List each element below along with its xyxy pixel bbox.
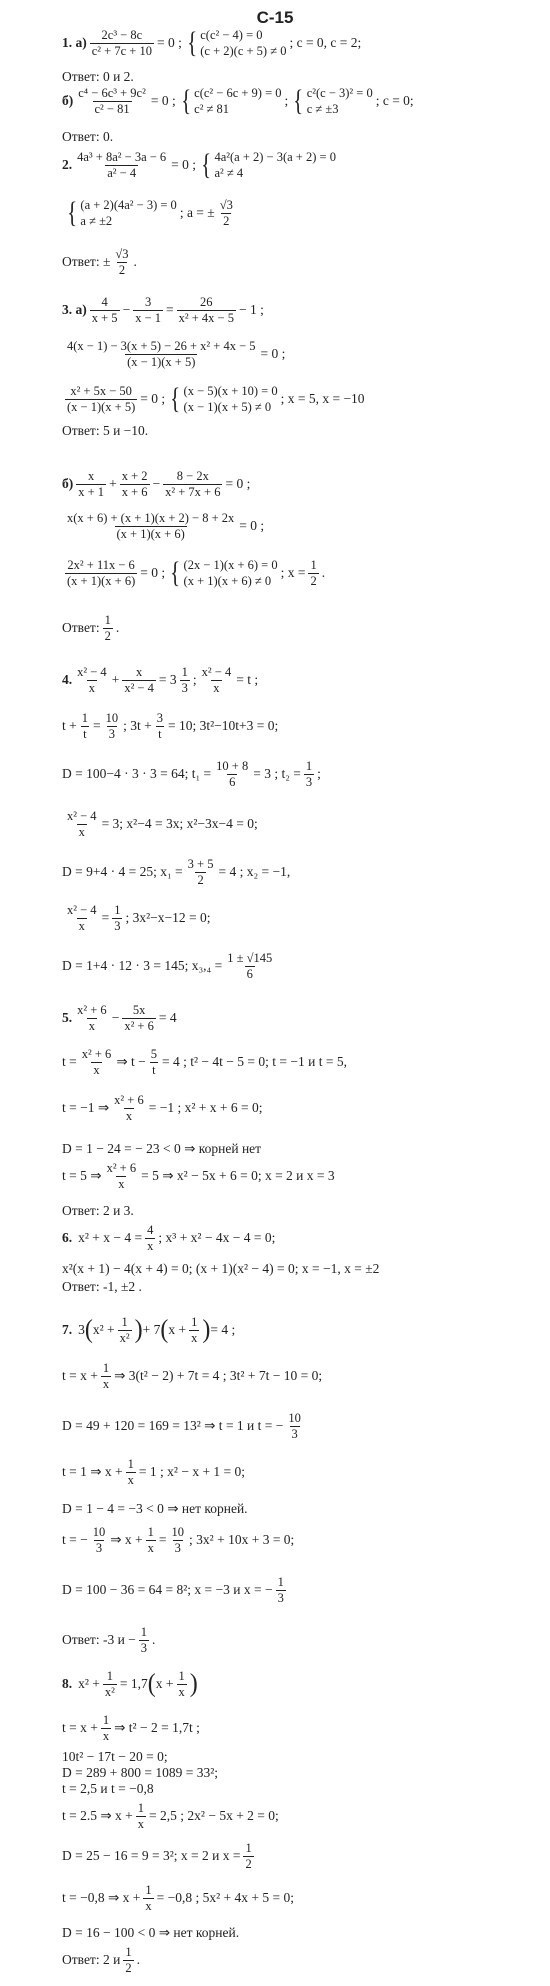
page-header: С-15 xyxy=(256,8,294,27)
fraction: $\frac{x}{x + 1}$ xyxy=(78,469,105,499)
problem-2-step: { (a + 2)(4a² − 3) = 0 a ≠ ±2 ; a = ± $\frac{√3}{2}$ xyxy=(62,198,238,228)
equation-system: { (a + 2)(4a² − 3) = 0 a ≠ ±2 xyxy=(67,196,177,229)
problem-7-step: t = 1 ⇒ x + $\frac{1}{x}$ = 1 ; x² − x + 1 = 0; xyxy=(62,1457,246,1487)
problem-4-step: $\frac{\text{x² − 4}}{x}$ = 3; x²−4 = 3x; x²−3x−4 = 0; xyxy=(67,809,258,839)
fraction: $\frac{10}{3}$ xyxy=(171,1525,185,1555)
fraction: $\frac{1}{x}$ xyxy=(102,1361,110,1391)
problem-3a-step: $\frac{\text{x² + 5x − 50}}{(x - 1)(x + 5)}$ = 0 ; { (x − 5)(x + 10) = 0 (x − 1)(x + 5) ≠ 0 ; x = 5, x = −10 xyxy=(67,382,365,415)
problem-6-answer: Ответ: -1, ±2 . xyxy=(62,1279,142,1294)
problem-5-step: t = $\frac{\text{x² + 6}}{x}$ ⇒ t − $\frac{5}{t}$ = 4 ; t² − 4t − 5 = 0; t = −1 и t = 5, xyxy=(62,1047,347,1077)
problem-8-step: t = −0,8 ⇒ x + $\frac{1}{x}$ = −0,8 ; 5x² + 4x + 5 = 0; xyxy=(62,1883,295,1913)
problem-4-step: D = 100−4 · 3 · 3 = 64; t₁ = $\frac{10 + 8}{6}$ = 3 ; t₂ = $\frac{1}{3}$ ; xyxy=(62,759,321,789)
fraction: $\frac{x}{\text{x² − 4}}$ xyxy=(124,665,154,695)
problem-1a-label: 1. а) xyxy=(62,35,87,51)
fraction: $\frac{1}{2}$ xyxy=(104,613,111,643)
problem-3a-step: $\frac{\text{4(x − 1) − 3(x + 5) − 26 + x² + 4x − 5}}{(x - 1)(x + 5)}$ = 0 ; xyxy=(67,339,286,369)
fraction: $\frac{10}{3}$ xyxy=(288,1411,301,1441)
fraction: $\frac{x + 2}{x + 6}$ xyxy=(121,469,148,499)
fraction: $\frac{\text{x² + 6}}{x}$ xyxy=(106,1161,137,1191)
problem-8-equation: 8. x² + $\frac{1}{\text{x²}}$ = 1,7 ( x + $\frac{1}{x}$ ) xyxy=(62,1669,198,1699)
fraction: $\frac{\text{x² + 6}}{x}$ xyxy=(77,1003,107,1033)
problem-4-step: $\frac{\text{x² − 4}}{x}$ = $\frac{1}{3}$ ; 3x²−x−12 = 0; xyxy=(67,903,211,933)
fraction: $\frac{26}{\text{x² + 4x − 5}}$ xyxy=(178,295,234,325)
fraction: $\frac{1}{x}$ xyxy=(178,1669,185,1699)
fraction: $\frac{1}{3}$ xyxy=(181,665,188,695)
fraction: $\frac{4}{x + 5}$ xyxy=(91,295,118,325)
problem-5-step: D = 1 − 24 = − 23 < 0 ⇒ корней нет xyxy=(62,1141,262,1156)
problem-4-step: t + $\frac{1}{t}$ = $\frac{10}{3}$ ; 3t + $\frac{3}{t}$ = 10; 3t²−10t+3 = 0; xyxy=(62,711,279,741)
fraction: $\frac{√3}{2}$ xyxy=(115,247,129,277)
problem-5-equation: 5. $\frac{\text{x² + 6}}{x}$ − $\frac{5x}{\text{x² + 6}}$ = 4 xyxy=(62,1003,177,1033)
equation-system: { c(c² − 4) = 0 (c + 2)(c + 5) ≠ 0 xyxy=(186,26,287,59)
problem-8-step: t = 2,5 и t = −0,8 xyxy=(62,1781,154,1796)
problem-1a-equation: 1. а) $\frac{\text{2c³ − 8c}}{\text{c² + 7c + 10}}$ = 0 ; { c(c² − 4) = 0 (c + 2)(c + 5) ≠ 0 ; c = 0, c = 2; xyxy=(62,26,362,59)
problem-1b-answer: Ответ: 0. xyxy=(62,129,114,144)
problem-8-step: 10t² − 17t − 20 = 0; xyxy=(62,1749,168,1764)
fraction: $\frac{3 + 5}{2}$ xyxy=(187,857,214,887)
fraction: $\frac{√3}{2}$ xyxy=(219,198,233,228)
fraction: $\frac{4}{x}$ xyxy=(147,1223,154,1253)
problem-8-step: D = 289 + 800 = 1089 = 33²; xyxy=(62,1765,219,1780)
fraction: $\frac{1}{3}$ xyxy=(114,903,121,933)
fraction: $\frac{\text{2x² + 11x − 6}}{(x + 1)(x + 6)}$ xyxy=(67,558,136,588)
problem-1b-equation: б) $\frac{\text{c⁴ − 6c³ + 9c²}}{\text{c² − 81}}$ = 0 ; { c(c² − 6c + 9) = 0 c² ≠ 81 ; { c²(c − 3)² = 0 c ≠ ±3 ; c = 0; xyxy=(62,84,414,117)
fraction: $\frac{1}{x}$ xyxy=(147,1525,154,1555)
fraction: $\frac{5}{t}$ xyxy=(150,1047,157,1077)
problem-7-equation: 7. 3 ( x² + $\frac{1}{\text{x²}}$ ) + 7 ( x + $\frac{1}{x}$ ) = 4 ; xyxy=(62,1315,236,1345)
equation-system: { c(c² − 6c + 9) = 0 c² ≠ 81 xyxy=(180,84,282,117)
fraction: $\frac{1}{x}$ xyxy=(145,1883,152,1913)
problem-4-equation: 4. $\frac{\text{x² − 4}}{x}$ + $\frac{x}{\text{x² − 4}}$ = 3 $\frac{1}{3}$ ; $\frac{\text{x² − 4}}{x}$ = t ; xyxy=(62,665,259,695)
fraction: $\frac{1}{3}$ xyxy=(140,1625,148,1655)
problem-1a-answer: Ответ: 0 и 2. xyxy=(62,69,134,84)
problem-6-label: 6. xyxy=(62,1230,73,1246)
fraction: $\frac{1}{\text{x²}}$ xyxy=(104,1669,115,1699)
fraction: $\frac{\text{x² + 6}}{x}$ xyxy=(114,1093,144,1123)
problem-7-step: D = 1 − 4 = −3 < 0 ⇒ нет корней. xyxy=(62,1501,248,1516)
problem-5-step: t = 5 ⇒ $\frac{\text{x² + 6}}{x}$ = 5 ⇒ x² − 5x + 6 = 0; x = 2 и x = 3 xyxy=(62,1161,335,1191)
fraction: $\frac{1 \pm √145}{6}$ xyxy=(227,951,273,981)
fraction: $\frac{10}{3}$ xyxy=(92,1525,106,1555)
fraction: $\frac{\text{x² − 4}}{x}$ xyxy=(67,809,97,839)
problem-8-step: t = x + $\frac{1}{x}$ ⇒ t² − 2 = 1,7t ; xyxy=(62,1713,200,1743)
fraction: $\frac{\text{4(x − 1) − 3(x + 5) − 26 + x² + 4x − 5}}{(x - 1)(x + 5)}$ xyxy=(67,339,256,369)
problem-5-step: t = −1 ⇒ $\frac{\text{x² + 6}}{x}$ = −1 ; x² + x + 6 = 0; xyxy=(62,1093,263,1123)
fraction: $\frac{\text{x² − 4}}{x}$ xyxy=(201,665,232,695)
fraction: $\frac{1}{\text{x²}}$ xyxy=(119,1315,130,1345)
equation-system: { c²(c − 3)² = 0 c ≠ ±3 xyxy=(293,84,373,117)
problem-3b-step: $\frac{x(x + 6) + (x + 1)(x + 2) - 8 + 2x}{(x + 1)(x + 6)}$ = 0 ; xyxy=(67,511,265,541)
fraction: $\frac{1}{x}$ xyxy=(102,1713,110,1743)
problem-8-answer: Ответ: 2 и $\frac{1}{2}$ . xyxy=(62,1945,140,1975)
problem-3a-label: 3. а) xyxy=(62,302,87,318)
fraction: $\frac{\text{x² − 4}}{x}$ xyxy=(77,665,107,695)
fraction: $\frac{3}{x - 1}$ xyxy=(135,295,161,325)
problem-5-answer: Ответ: 2 и 3. xyxy=(62,1203,134,1218)
fraction: $\frac{10}{3}$ xyxy=(105,711,119,741)
equation-system: { 4a²(a + 2) − 3(a + 2) = 0 a² ≠ 4 xyxy=(201,148,336,181)
fraction: $\frac{\text{x² + 5x − 50}}{(x - 1)(x + 5)}$ xyxy=(67,384,136,414)
fraction: $\frac{1}{2}$ xyxy=(245,1841,252,1871)
fraction: $\frac{\text{c⁴ − 6c³ + 9c²}}{\text{c² − 81}}$ xyxy=(78,86,146,116)
fraction: $\frac{3}{t}$ xyxy=(156,711,163,741)
fraction: $\frac{1}{2}$ xyxy=(125,1945,132,1975)
problem-2-label: 2. xyxy=(62,157,73,173)
fraction: $\frac{1}{2}$ xyxy=(310,558,317,588)
fraction: $\frac{\text{4a³ + 8a² − 3a − 6}}{\text{a² − 4}}$ xyxy=(77,150,167,180)
problem-8-step: t = 2.5 ⇒ x + $\frac{1}{x}$ = 2,5 ; 2x² − 5x + 2 = 0; xyxy=(62,1801,279,1831)
problem-3a-answer: Ответ: 5 и −10. xyxy=(62,423,149,438)
problem-7-step: D = 49 + 120 = 169 = 13² ⇒ t = 1 и t = − $\frac{10}{3}$ xyxy=(62,1411,301,1441)
fraction: $\frac{\text{x² − 4}}{x}$ xyxy=(67,903,97,933)
problem-2-equation: 2. $\frac{\text{4a³ + 8a² − 3a − 6}}{\text{a² − 4}}$ = 0 ; { 4a²(a + 2) − 3(a + 2) = 0 a² ≠ 4 xyxy=(62,148,336,181)
problem-3b-equation: б) $\frac{x}{x + 1}$ + $\frac{x + 2}{x + 6}$ − $\frac{8 - 2x}{\text{x² + 7x + 6}}$ = 0 ; xyxy=(62,469,251,499)
equation-system: { (2x − 1)(x + 6) = 0 (x + 1)(x + 6) ≠ 0 xyxy=(170,556,278,589)
problem-6-equation: 6. x² + x − 4 = $\frac{4}{x}$ ; x³ + x² − 4x − 4 = 0; xyxy=(62,1223,276,1253)
problem-4-label: 4. xyxy=(62,672,73,688)
problem-7-step: D = 100 − 36 = 64 = 8²; x = −3 и x = − $\frac{1}{3}$ xyxy=(62,1575,284,1605)
problem-6-step: x²(x + 1) − 4(x + 4) = 0; (x + 1)(x² − 4) = 0; x = −1, x = ±2 xyxy=(62,1261,380,1276)
problem-1b-label: б) xyxy=(62,93,74,109)
fraction: $\frac{\text{2c³ − 8c}}{\text{c² + 7c + 10}}$ xyxy=(91,28,152,58)
fraction: $\frac{1}{3}$ xyxy=(305,759,313,789)
problem-8-step: D = 25 − 16 = 9 = 3²; x = 2 и x = $\frac{1}{2}$ xyxy=(62,1841,252,1871)
problem-7-label: 7. xyxy=(62,1322,73,1338)
fraction: $\frac{1}{x}$ xyxy=(127,1457,134,1487)
fraction: $\frac{\text{x² + 6}}{x}$ xyxy=(81,1047,112,1077)
problem-7-step: t = x + $\frac{1}{x}$ ⇒ 3(t² − 2) + 7t = 4 ; 3t² + 7t − 10 = 0; xyxy=(62,1361,323,1391)
problem-8-step: D = 16 − 100 < 0 ⇒ нет корней. xyxy=(62,1925,240,1940)
equation-system: { (x − 5)(x + 10) = 0 (x − 1)(x + 5) ≠ 0 xyxy=(170,382,278,415)
problem-3b-step: $\frac{\text{2x² + 11x − 6}}{(x + 1)(x + 6)}$ = 0 ; { (2x − 1)(x + 6) = 0 (x + 1)(x + 6) ≠ 0 ; x = $\frac{1}{2}$ . xyxy=(67,556,326,589)
problem-3b-answer: Ответ: $\frac{1}{2}$ . xyxy=(62,613,120,643)
problem-3a-equation: 3. а) $\frac{4}{x + 5}$ − $\frac{3}{x - 1}$ = $\frac{26}{\text{x² + 4x − 5}}$ − 1 ; xyxy=(62,295,264,325)
fraction: $\frac{1}{3}$ xyxy=(277,1575,284,1605)
problem-8-label: 8. xyxy=(62,1676,73,1692)
problem-3b-label: б) xyxy=(62,476,74,492)
problem-4-step: D = 1+4 · 12 · 3 = 145; x₃,₄ = $\frac{1 \pm √145}{6}$ xyxy=(62,951,273,981)
problem-7-step: t = − $\frac{10}{3}$ ⇒ x + $\frac{1}{x}$ = $\frac{10}{3}$ ; 3x² + 10x + 3 = 0; xyxy=(62,1525,295,1555)
fraction: $\frac{5x}{\text{x² + 6}}$ xyxy=(124,1003,154,1033)
problem-5-label: 5. xyxy=(62,1010,73,1026)
problem-4-step: D = 9+4 · 4 = 25; x₁ = $\frac{3 + 5}{2}$ = 4 ; x₂ = −1, xyxy=(62,857,291,887)
fraction: $\frac{10 + 8}{6}$ xyxy=(216,759,249,789)
fraction: $\frac{1}{x}$ xyxy=(191,1315,198,1345)
fraction: $\frac{1}{t}$ xyxy=(81,711,88,741)
fraction: $\frac{1}{x}$ xyxy=(137,1801,145,1831)
problem-7-answer: Ответ: -3 и − $\frac{1}{3}$ . xyxy=(62,1625,156,1655)
problem-2-answer: Ответ: ± $\frac{√3}{2}$ . xyxy=(62,247,137,277)
fraction: $\frac{8 - 2x}{\text{x² + 7x + 6}}$ xyxy=(165,469,221,499)
fraction: $\frac{x(x + 6) + (x + 1)(x + 2) - 8 + 2x}{(x + 1)(x + 6)}$ xyxy=(67,511,235,541)
